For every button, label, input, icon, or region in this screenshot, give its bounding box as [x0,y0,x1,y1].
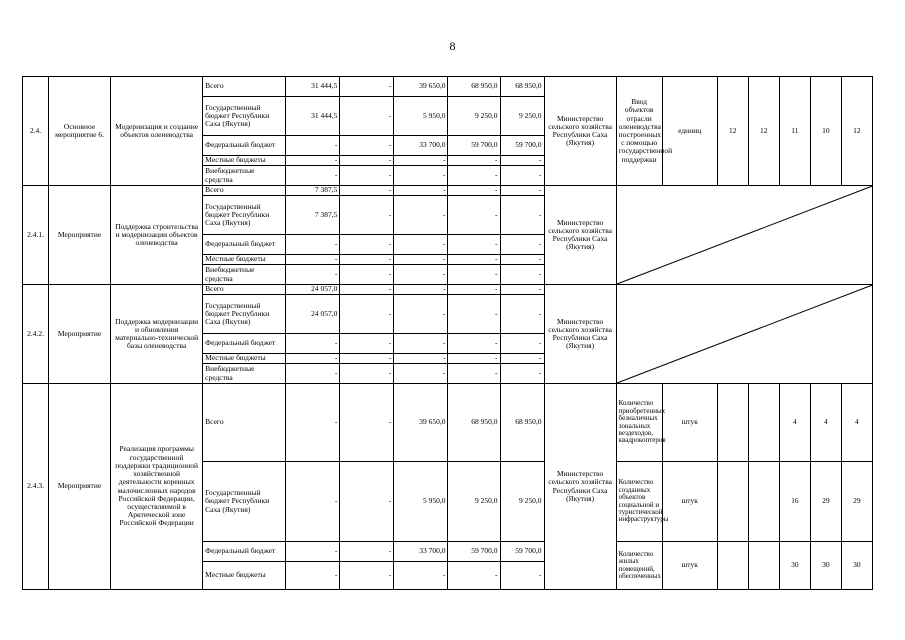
item-type: Мероприятие [49,384,111,590]
funding-source: Федеральный бюджет [203,136,286,156]
amount-cell: - [286,354,340,364]
indicator-unit: штук [662,384,717,462]
diagonal-strike-cell [616,186,872,285]
amount-cell: - [394,364,448,384]
amount-cell: - [500,334,544,354]
item-type: Основное мероприятие 6. [49,77,111,186]
indicator-value: 12 [717,77,748,186]
executor: Министерство сельского хозяйства Республики Саха (Якутия) [544,77,616,186]
amount-cell: - [340,364,394,384]
indicator-text: Количество созданных объектов социальной и туристической инфраструктуры [616,462,662,542]
amount-cell: - [500,562,544,590]
amount-cell: - [340,255,394,265]
amount-cell: - [394,235,448,255]
amount-cell: - [286,136,340,156]
amount-cell: - [500,265,544,285]
funding-source: Местные бюджеты [203,354,286,364]
amount-cell: - [340,186,394,196]
amount-cell: - [340,97,394,136]
amount-cell: 31 444,5 [286,97,340,136]
indicator-value: 29 [810,462,841,542]
indicator-value: 4 [810,384,841,462]
indicator-value: 29 [841,462,872,542]
amount-cell: 33 700,0 [394,542,448,562]
amount-cell: 68 950,0 [500,77,544,97]
indicator-value [748,462,779,542]
amount-cell: - [340,542,394,562]
amount-cell: - [448,166,500,186]
table-row [23,77,873,97]
amount-cell: - [340,235,394,255]
amount-cell: - [286,462,340,542]
diagonal-line [617,285,872,383]
indicator-unit: единиц [662,77,717,186]
amount-cell: 7 387,5 [286,196,340,235]
amount-cell: 24 057,0 [286,295,340,334]
item-type: Мероприятие [49,285,111,384]
amount-cell: - [286,542,340,562]
amount-cell: - [448,196,500,235]
amount-cell: - [394,285,448,295]
amount-cell: 5 950,0 [394,462,448,542]
amount-cell: - [286,235,340,255]
funding-source: Государственный бюджет Республики Саха (Якутия) [203,462,286,542]
amount-cell: - [286,562,340,590]
executor: Министерство сельского хозяйства Республики Саха (Якутия) [544,186,616,285]
amount-cell: 39 650,0 [394,384,448,462]
item-name: Поддержка строительства и модернизации объектов оленеводства [111,186,203,285]
amount-cell: - [394,186,448,196]
amount-cell: - [394,295,448,334]
amount-cell: - [448,285,500,295]
amount-cell: - [340,334,394,354]
funding-source: Государственный бюджет Республики Саха (Якутия) [203,295,286,334]
amount-cell: 9 250,0 [500,462,544,542]
amount-cell: - [340,196,394,235]
amount-cell: - [340,77,394,97]
amount-cell: - [340,285,394,295]
indicator-value: 4 [841,384,872,462]
indicator-text: Количество жилых помещений, обеспеченных [616,542,662,590]
funding-source: Государственный бюджет Республики Саха (Якутия) [203,97,286,136]
funding-source: Всего [203,285,286,295]
item-name: Модернизация и создание объектов оленеводства [111,77,203,186]
indicator-value: 30 [810,542,841,590]
indicator-value [748,542,779,590]
item-name: Поддержка модернизации и обновления материально-технической базы оленеводства [111,285,203,384]
amount-cell: 9 250,0 [448,97,500,136]
indicator-text: Количество приобретенных безналичных зональных вездеходов, квадрокоптеров [616,384,662,462]
amount-cell: - [340,354,394,364]
indicator-value: 4 [779,384,810,462]
funding-source: Всего [203,384,286,462]
indicator-value [717,462,748,542]
funding-source: Внебюджетные средства [203,265,286,285]
indicator-value: 10 [810,77,841,186]
funding-source: Федеральный бюджет [203,542,286,562]
amount-cell: - [500,166,544,186]
amount-cell: - [394,265,448,285]
indicator-value: 30 [779,542,810,590]
amount-cell: - [448,156,500,166]
amount-cell: 31 444,5 [286,77,340,97]
indicator-unit: штук [662,462,717,542]
table-row [23,384,873,462]
amount-cell: - [448,235,500,255]
amount-cell: - [286,364,340,384]
amount-cell: - [394,196,448,235]
amount-cell: 9 250,0 [448,462,500,542]
amount-cell: 59 700,0 [500,136,544,156]
indicator-value: 30 [841,542,872,590]
funding-source: Всего [203,186,286,196]
page-number: 8 [449,39,456,53]
amount-cell: - [394,255,448,265]
amount-cell: - [340,265,394,285]
funding-source: Местные бюджеты [203,156,286,166]
amount-cell: - [340,384,394,462]
indicator-value: 12 [748,77,779,186]
indicator-value [717,542,748,590]
item-type: Мероприятие [49,186,111,285]
amount-cell: - [286,156,340,166]
table-row [23,186,873,196]
amount-cell: 24 057,0 [286,285,340,295]
executor: Министерство сельского хозяйства Республики Саха (Якутия) [544,384,616,590]
amount-cell: - [286,265,340,285]
indicator-value: 11 [779,77,810,186]
amount-cell: - [448,255,500,265]
amount-cell: - [394,354,448,364]
funding-source: Местные бюджеты [203,255,286,265]
amount-cell: 68 950,0 [448,77,500,97]
amount-cell: 59 700,0 [500,542,544,562]
item-number: 2.4.1. [23,186,49,285]
item-number: 2.4.2. [23,285,49,384]
amount-cell: - [394,166,448,186]
amount-cell: - [500,354,544,364]
item-name: Реализация программы государственной поддержки традиционной хозяйственной деятельности коренных малочисленных народов Российской Федерации, осуществляемой в Арктической зоне Российской Федерации [111,384,203,590]
amount-cell: 33 700,0 [394,136,448,156]
indicator-value [717,384,748,462]
amount-cell: 9 250,0 [500,97,544,136]
funding-source: Федеральный бюджет [203,235,286,255]
amount-cell: 68 950,0 [448,384,500,462]
amount-cell: - [394,156,448,166]
funding-source: Местные бюджеты [203,562,286,590]
program-table [22,76,873,590]
amount-cell: - [448,562,500,590]
indicator-value: 12 [841,77,872,186]
amount-cell: - [286,334,340,354]
amount-cell: - [448,186,500,196]
table-row [23,285,873,295]
amount-cell: 68 950,0 [500,384,544,462]
funding-source: Внебюджетные средства [203,364,286,384]
amount-cell: - [448,295,500,334]
amount-cell: 7 387,5 [286,186,340,196]
executor: Министерство сельского хозяйства Республики Саха (Якутия) [544,285,616,384]
amount-cell: - [500,196,544,235]
amount-cell: 59 700,0 [448,136,500,156]
amount-cell: - [286,255,340,265]
amount-cell: - [500,235,544,255]
amount-cell: - [340,462,394,542]
amount-cell: - [500,156,544,166]
amount-cell: - [448,334,500,354]
indicator-value: 16 [779,462,810,542]
diagonal-line [617,186,872,284]
indicator-unit: штук [662,542,717,590]
amount-cell: - [340,156,394,166]
amount-cell: - [340,136,394,156]
amount-cell: - [394,562,448,590]
amount-cell: 59 700,0 [448,542,500,562]
indicator-value [748,384,779,462]
amount-cell: - [286,384,340,462]
amount-cell: - [340,166,394,186]
amount-cell: - [340,295,394,334]
amount-cell: 39 650,0 [394,77,448,97]
amount-cell: 5 950,0 [394,97,448,136]
amount-cell: - [448,265,500,285]
funding-source: Всего [203,77,286,97]
item-number: 2.4. [23,77,49,186]
amount-cell: - [394,334,448,354]
amount-cell: - [286,166,340,186]
item-number: 2.4.3. [23,384,49,590]
indicator-text: Ввод объектов отрасли оленеводства построенных с помощью государственной поддержки [616,77,662,186]
amount-cell: - [448,354,500,364]
amount-cell: - [500,364,544,384]
amount-cell: - [500,295,544,334]
amount-cell: - [500,285,544,295]
amount-cell: - [500,255,544,265]
amount-cell: - [448,364,500,384]
amount-cell: - [500,186,544,196]
amount-cell: - [340,562,394,590]
diagonal-strike-cell [616,285,872,384]
funding-source: Федеральный бюджет [203,334,286,354]
funding-source: Внебюджетные средства [203,166,286,186]
funding-source: Государственный бюджет Республики Саха (Якутия) [203,196,286,235]
